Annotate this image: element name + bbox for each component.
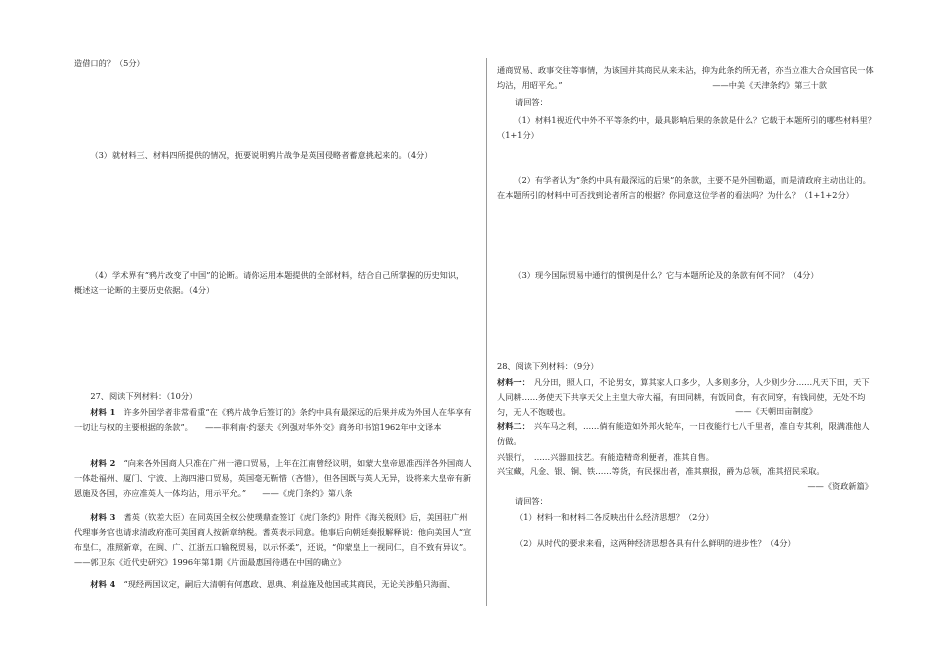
material-one-source: ——《天朝田亩制度》	[735, 406, 817, 416]
question-27-title: 27、阅读下列材料：（10分）	[90, 391, 198, 401]
material-two-source: ——《资政新篇》	[807, 481, 873, 491]
material-text: “现经两国议定，嗣后大清朝有何惠政、恩典、利益施及他国或其商民，无论关涉船只海面、	[123, 579, 456, 589]
question-26-2-tail: 造借口的？（5分）	[74, 58, 145, 68]
question-26-4: （4）学术界有“鸦片改变了中国”的论断。请你运用本题提供的全部材料，结合自己所掌握的历史知识，概述这一论断的主要历史依据。（4分）	[74, 270, 465, 295]
material-2	[74, 456, 472, 501]
material-4-continued: 通商贸易、政事交往等事情，为该国并其商民从来未沾，抑为此条约所无者，亦当立准大合众国官民一体均沾，用昭平允。”	[497, 65, 874, 90]
material-two-line-3: 兴宝藏，凡金、银、铜、铁……等货，有民探出者，准其禀报，爵为总领，准其招民采取。	[497, 466, 825, 476]
material-3	[74, 510, 484, 570]
material-text: 凡分田，照人口，不论男女，算其家人口多少，人多则多分，人少则少分……凡天下田，天下人同耕……务使天下共享天父上主皇大帝大福，有田同耕，有饭同食，有衣同穿，有钱同使，无处不均匀，无人不饱暖也。	[497, 377, 870, 417]
material-4-source: ——中美《天津条约》第三十款	[712, 80, 827, 90]
material-label: 材料 2	[90, 458, 116, 468]
material-1	[74, 405, 472, 435]
material-label: 材料二：	[497, 421, 526, 431]
material-label: 材料 3	[90, 512, 116, 522]
question-28-1: （1）材料一和材料二各反映出什么经济思想？（2分）	[515, 512, 714, 522]
material-text: “向来各外国商人只准在广州一港口贸易，上年在江南曾经议明，如蒙大皇帝恩准西洋各外国商人一体赴福州、厦门、宁波、上海四港口贸易，英国毫无靳惜（吝惜），但各国既与英人无异，设将来大皇帝有新恩施及各国，亦应准英人一体均沾，用示平允。” ——《虎门条约》第八条	[74, 458, 472, 498]
material-text: 许多外国学者非常看重“在《鸦片战争后签订的》条约中具有最深远的后果并成为外国人在华享有一切让与权的主要根据的条款”。 ——菲利南·约瑟夫《列强对华外交》商务印书馆1962年中文译本	[74, 407, 472, 432]
material-label: 材料 1	[90, 407, 116, 417]
material-text: 耆英（钦差大臣）在同英国全权公使璞鼎查签订《虎门条约》附件《海关税则》后，美国驻广州代理事务官也请求清政府准可美国商人按新章纳税。耆英表示同意。他事后向朝廷奏报解释说：他向美国人“宣布皇仁，准照新章，在闽、广、江浙五口输税贸易，以示怀柔”，还说，“仰蒙皇上一视同仁，自不致有异议”。 ——郭卫东《近代史研究》1996年第1期《片面最惠国待遇在中国的确立》	[74, 512, 484, 567]
question-28-2: （2）从时代的要求来看，这两种经济思想各具有什么鲜明的进步性？（4分）	[515, 538, 796, 548]
material-text: 兴车马之利，……倘有能造如外邦火轮车，一日夜能行七八千里者，准自专其利，限满准他人仿做。	[497, 421, 870, 446]
material-4	[74, 577, 472, 592]
column-divider	[486, 58, 487, 606]
question-27-1: （1）材料1视近代中外不平等条约中，最具影响后果的条款是什么？它载于本题所引的哪些材料里？（1+1分）	[497, 115, 876, 140]
material-two-line-2: 兴银行， ……兴器皿技艺。有能造精奇利便者，准其自售。	[497, 452, 714, 462]
question-28-title: 28、阅读下列材料：（9分）	[497, 361, 599, 371]
answer-prompt-2: 请回答：	[515, 496, 548, 506]
material-two	[497, 419, 877, 449]
question-27-2: （2）有学者认为“条约中具有最深远的后果”的条款，主要不是外国勒逼，而是清政府主动出让的。在本题所引的材料中可否找到论者所言的根据？你同意这位学者的看法吗？为什么？（1+1+2分）	[497, 175, 871, 200]
material-label: 材料一：	[497, 377, 526, 387]
material-label: 材料 4	[90, 579, 116, 589]
question-26-3: （3）就材料三、材料四所提供的情况，扼要说明鸦片战争是英国侵略者蓄意挑起来的。（4分）	[90, 150, 433, 160]
question-27-3: （3）现今国际贸易中通行的惯例是什么？它与本题所论及的条款有何不同？（4分）	[513, 270, 819, 280]
answer-prompt: 请回答：	[515, 97, 548, 107]
